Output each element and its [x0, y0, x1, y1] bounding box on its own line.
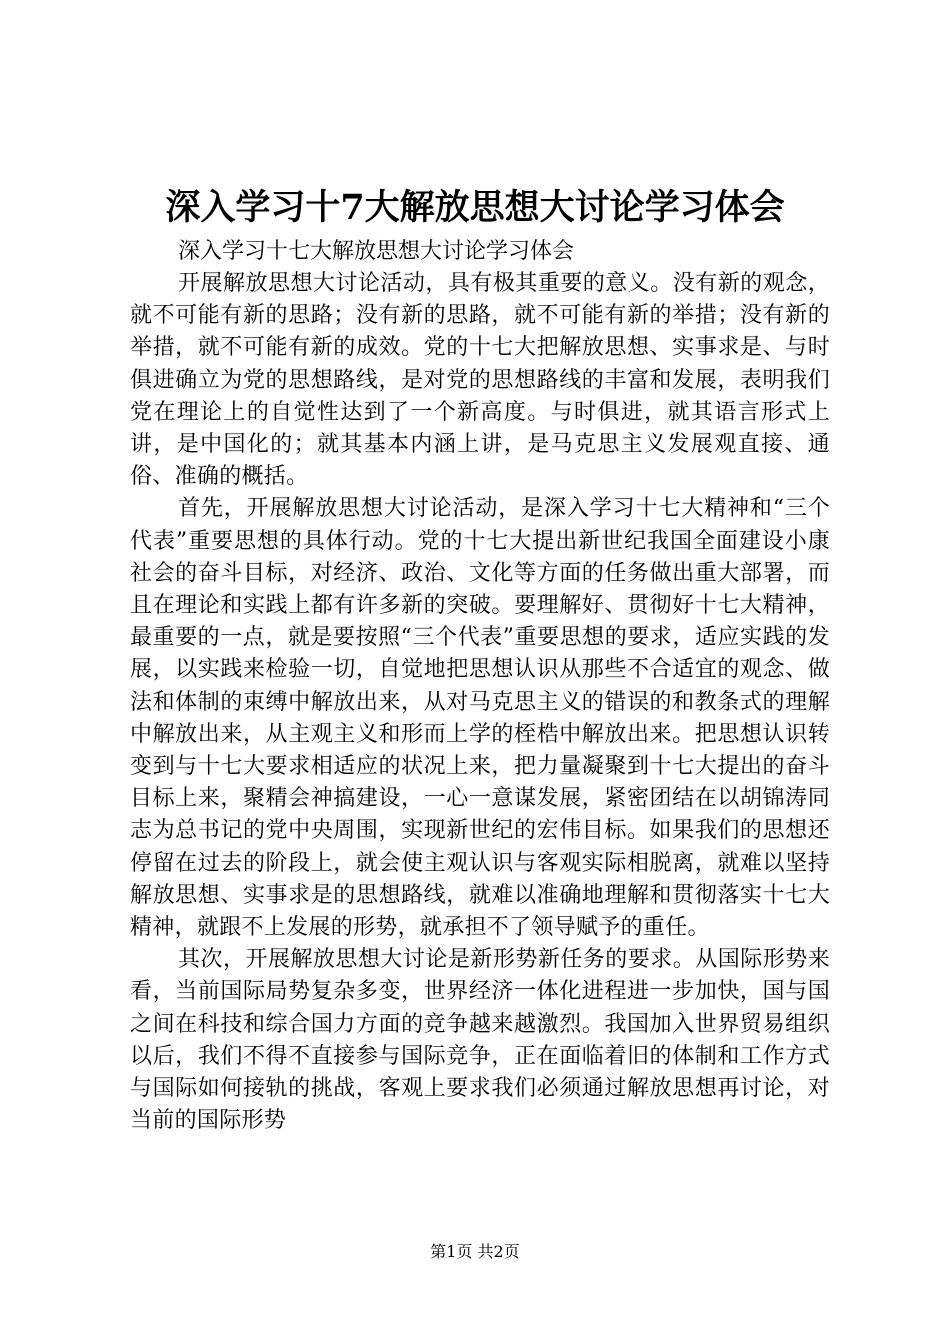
paragraph-1: 开展解放思想大讨论活动，具有极其重要的意义。没有新的观念，就不可能有新的思路；没有新的思路，就不可能有新的举措；没有新的举措，就不可能有新的成效。党的十七大把解放思想、实事求是、与时俱进确立为党的思想路线，是对党的思想路线的丰富和发展，表明我们党在理论上的自觉性达到了一个新高度。与时俱进，就其语言形式上讲，是中国化的；就其基本内涵上讲，是马克思主义发展观直接、通俗、准确的概括。: [130, 271, 830, 490]
document-subtitle: 深入学习十七大解放思想大讨论学习体会: [178, 239, 575, 264]
document-title: 深入学习十7大解放思想大讨论学习体会: [165, 187, 785, 228]
paragraph-2: 首先，开展解放思想大讨论活动，是深入学习十七大精神和“三个代表”重要思想的具体行动。党的十七大提出新世纪我国全面建设小康社会的奋斗目标，对经济、政治、文化等方面的任务做出重大部署，而且在理论和实践上都有许多新的突破。要理解好、贯彻好十七大精神，最重要的一点，就是要按照“三个代表”重要思想的要求，适应实践的发展，以实践来检验一切，自觉地把思想认识从那些不合适宜的观念、做法和体制的束缚中解放出来，从对马克思主义的错误的和教条式的理解中解放出来，从主观主义和形而上学的桎梏中解放出来。把思想认识转变到与十七大要求相适应的状况上来，把力量凝聚到十七大提出的奋斗目标上来，聚精会神搞建设，一心一意谋发展，紧密团结在以胡锦涛同志为总书记的党中央周围，实现新世纪的宏伟目标。如果我们的思想还停留在过去的阶段上，就会使主观认识与客观实际相脱离，就难以坚持解放思想、实事求是的思想路线，就难以准确地理解和贯彻落实十七大精神，就跟不上发展的形势，就承担不了领导赋予的重任。: [130, 496, 830, 941]
paragraph-3: 其次，开展解放思想大讨论是新形势新任务的要求。从国际形势来看，当前国际局势复杂多变，世界经济一体化进程进一步加快，国与国之间在科技和综合国力方面的竞争越来越激烈。我国加入世界贸易组织以后，我们不得不直接参与国际竞争，正在面临着旧的体制和工作方式与国际如何接轨的挑战，客观上要求我们必须通过解放思想再讨论，对当前的国际形势: [130, 947, 830, 1134]
page-number-footer: 第1页 共2页: [430, 1242, 520, 1261]
document-body: [130, 236, 830, 1137]
